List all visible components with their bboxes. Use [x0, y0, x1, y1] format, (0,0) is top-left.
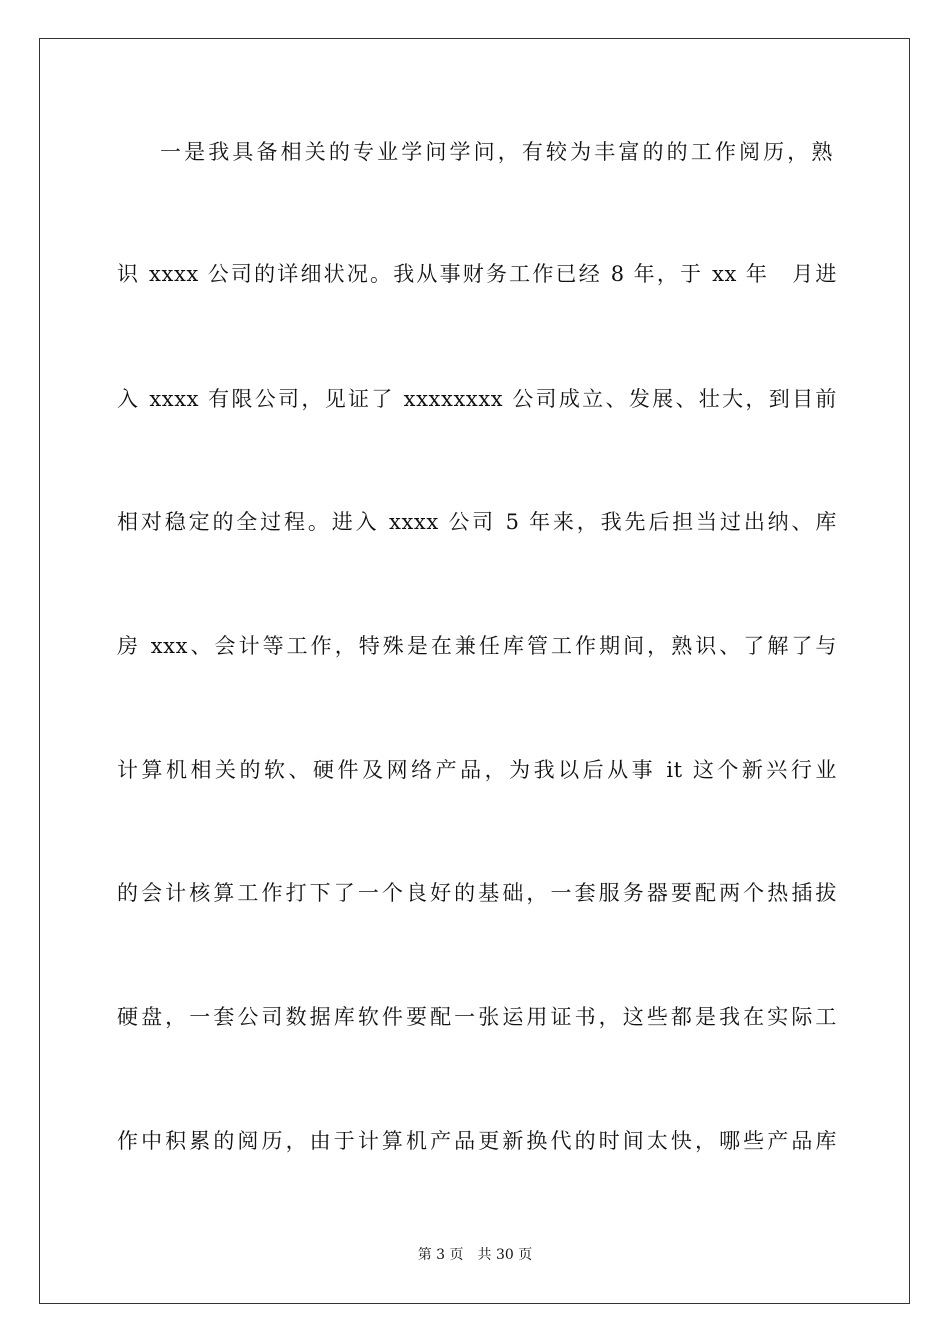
- text-line-5: 房 xxx、会计等工作，特殊是在兼任库管工作期间，熟识、了解了与: [117, 634, 837, 658]
- page-total: 共 30 页: [477, 1247, 533, 1263]
- text-line-6: 计算机相关的软、硬件及网络产品，为我以后从事 it 这个新兴行业: [117, 758, 837, 782]
- page-footer: [0, 1245, 950, 1265]
- text-line-7: 的会计核算工作打下了一个良好的基础，一套服务器要配两个热插拔: [117, 881, 837, 905]
- text-line-4: 相对稳定的全过程。进入 xxxx 公司 5 年来，我先后担当过出纳、库: [117, 510, 837, 534]
- text-line-3: 入 xxxx 有限公司，见证了 xxxxxxxx 公司成立、发展、壮大，到目前: [117, 387, 837, 411]
- page-number: 第 3 页: [417, 1247, 464, 1263]
- page-border: [39, 38, 910, 1304]
- text-line-9: 作中积累的阅历，由于计算机产品更新换代的时间太快，哪些产品库: [117, 1129, 837, 1153]
- text-line-2: 识 xxxx 公司的详细状况。我从事财务工作已经 8 年，于 xx 年 月进: [117, 262, 837, 286]
- text-line-8: 硬盘，一套公司数据库软件要配一张运用证书，这些都是我在实际工: [117, 1005, 837, 1029]
- text-line-1: 一是我具备相关的专业学问学问，有较为丰富的的工作阅历，熟: [160, 140, 833, 164]
